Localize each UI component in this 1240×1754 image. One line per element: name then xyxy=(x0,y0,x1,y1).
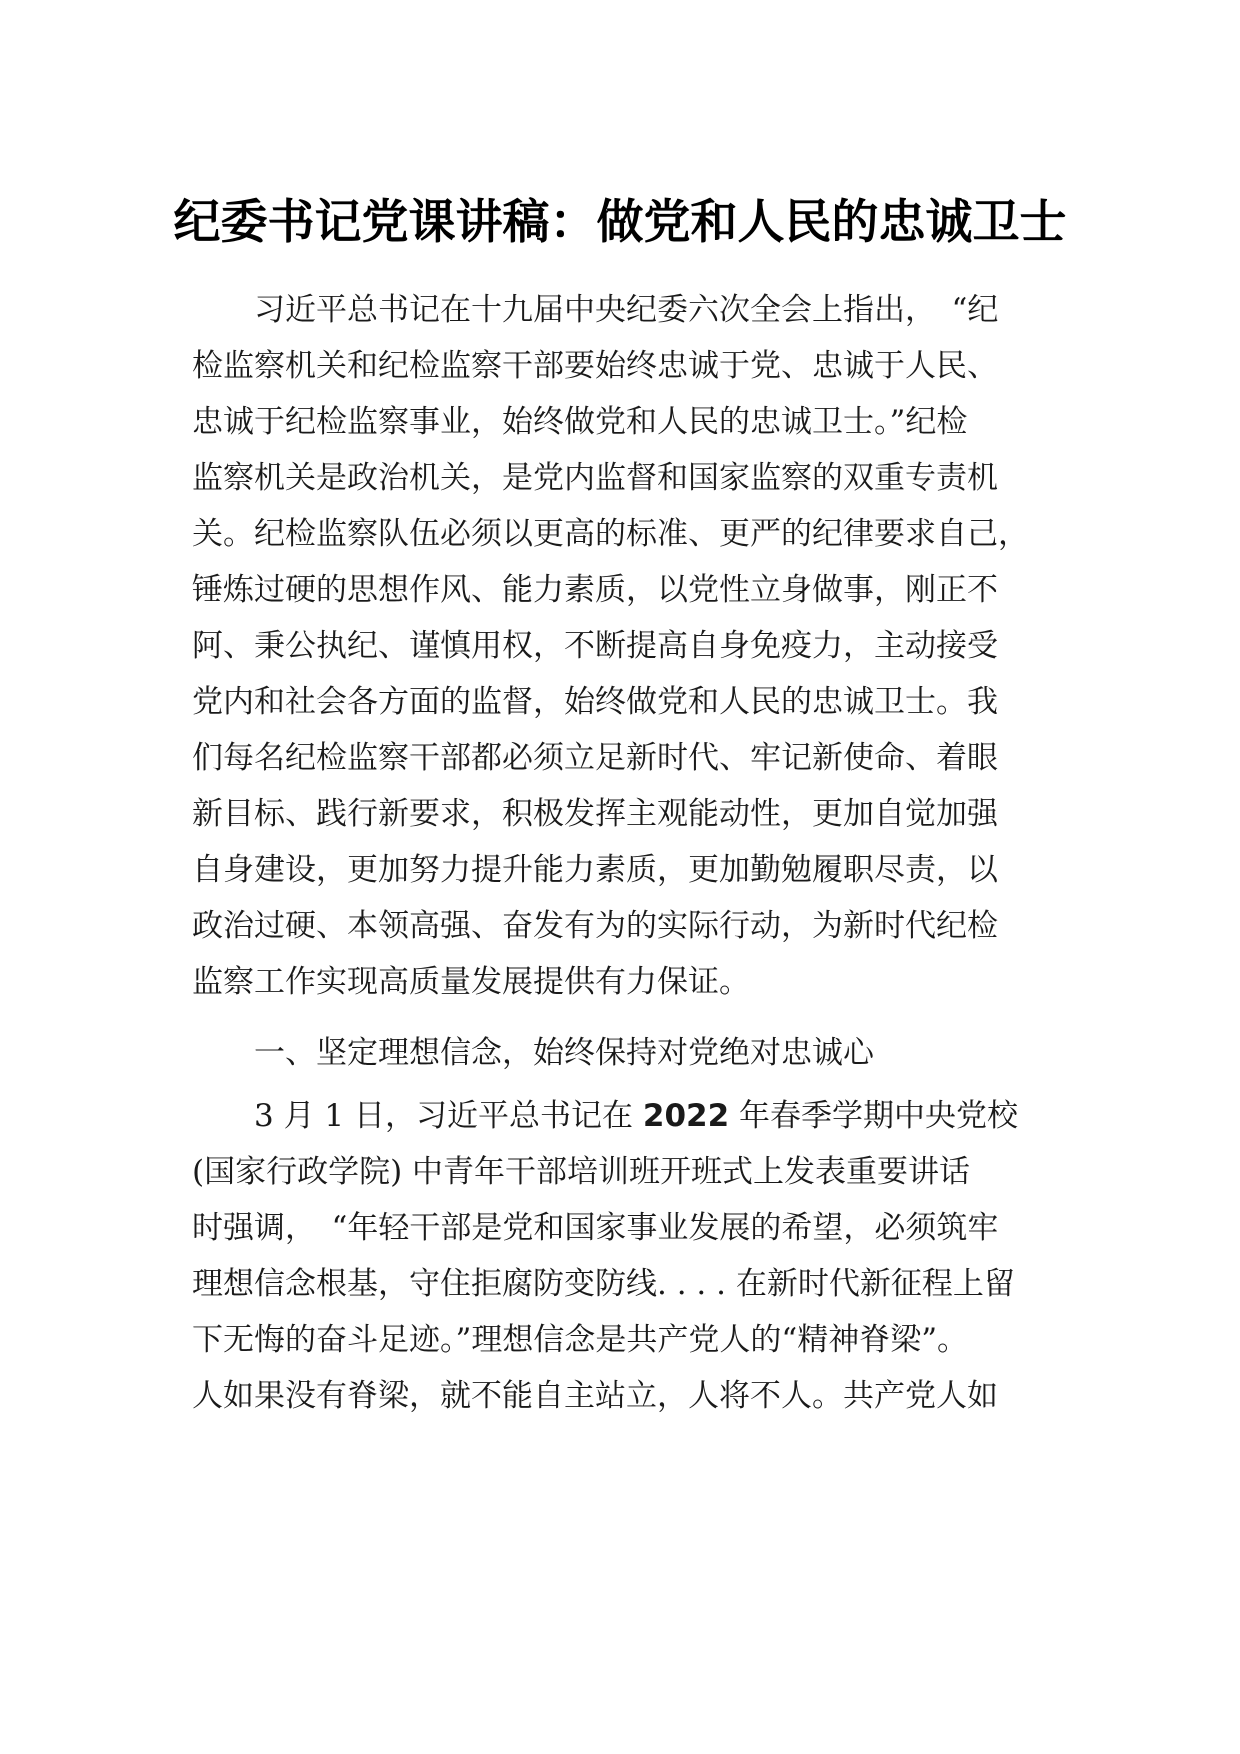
text-line: 们每名纪检监察干部都必须立足新时代、牢记新使命、着眼 xyxy=(192,740,998,776)
text-line xyxy=(192,1088,1054,1144)
document-title: 纪委书记党课讲稿：做党和人民的忠诚卫士 xyxy=(173,195,1067,250)
text-line: 时强调， “年轻干部是党和国家事业发展的希望，必须筑牢 xyxy=(192,1210,999,1246)
text-line: 下无悔的奋斗足迹。”理想信念是共产党人的“精神脊梁”。 xyxy=(192,1322,969,1358)
text-line: 新目标、践行新要求，积极发挥主观能动性，更加自觉加强 xyxy=(192,796,998,832)
text-line: 阿、秉公执纪、谨慎用权，不断提高自身免疫力，主动接受 xyxy=(192,628,998,664)
paragraph-section-one xyxy=(192,1088,1054,1424)
text-line: 忠诚于纪检监察事业，始终做党和人民的忠诚卫士。”纪检 xyxy=(192,404,968,440)
paragraph-intro xyxy=(192,282,1054,1010)
text-line: 检监察机关和纪检监察干部要始终忠诚于党、忠诚于人民、 xyxy=(192,348,998,384)
text-line: 监察工作实现高质量发展提供有力保证。 xyxy=(192,964,750,1000)
text-line: 党内和社会各方面的监督，始终做党和人民的忠诚卫士。我 xyxy=(192,684,998,720)
year-number: 2022 xyxy=(642,1098,730,1134)
text-line: 监察机关是政治机关，是党内监督和国家监察的双重专责机 xyxy=(192,460,998,496)
section-heading xyxy=(192,1025,1054,1081)
text-fragment: 3 月 1 日，习近平总书记在 xyxy=(192,1098,643,1134)
text-line: 政治过硬、本领高强、奋发有为的实际行动，为新时代纪检 xyxy=(192,908,998,944)
text-line: 人如果没有脊梁，就不能自主站立，人将不人。共产党人如 xyxy=(192,1378,998,1414)
section-heading-text: 一、坚定理想信念，始终保持对党绝对忠诚心 xyxy=(192,1035,874,1071)
text-line: 锤炼过硬的思想作风、能力素质，以党性立身做事，刚正不 xyxy=(192,572,998,608)
text-line: 关。纪检监察队伍必须以更高的标准、更严的纪律要求自己， xyxy=(192,516,1029,552)
text-line: 习近平总书记在十九届中央纪委六次全会上指出， “纪 xyxy=(192,292,999,328)
text-fragment: 年春季学期中央党校 xyxy=(729,1098,1019,1134)
text-line: 自身建设，更加努力提升能力素质，更加勤勉履职尽责，以 xyxy=(192,852,998,888)
text-line: (国家行政学院) 中青年干部培训班开班式上发表重要讲话 xyxy=(192,1154,971,1190)
text-line: 理想信念根基，守住拒腐防变防线. . . . 在新时代新征程上留 xyxy=(192,1266,1015,1302)
